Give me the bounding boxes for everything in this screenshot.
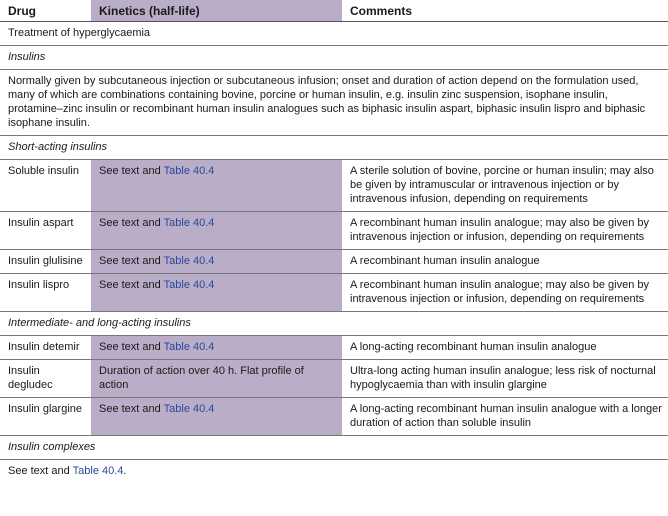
table-link[interactable]: Table 40.4 [163,217,215,229]
table-row [0,274,668,312]
header-kinetics: Kinetics (half-life) [91,0,342,22]
kinetics-cell [91,274,342,312]
drug-name: Insulin lispro [0,274,91,312]
insulins-section-row [0,46,668,70]
kinetics-cell [91,336,342,360]
header-drug: Drug [0,0,91,22]
table-row [0,160,668,212]
insulins-title: Insulins [0,46,668,70]
comment-cell: A recombinant human insulin analogue; may also be given by intravenous injection or infusion, depending on requirements [342,274,668,312]
comment-cell: A sterile solution of bovine, porcine or human insulin; may also be given by intramuscular or intravenous injection or by intravenous infusion, depending on requirements [342,160,668,212]
comment-cell: A recombinant human insulin analogue [342,250,668,274]
table-link[interactable]: Table 40.4 [163,165,215,177]
table-link[interactable]: Table 40.4 [163,255,215,267]
drug-name: Insulin glargine [0,398,91,436]
insulins-text-row [0,70,668,136]
treatment-title: Treatment of hyperglycaemia [0,22,668,46]
short-acting-title: Short-acting insulins [0,136,668,160]
see-text: See text and [99,255,161,267]
table-row [0,250,668,274]
comment-cell: A recombinant human insulin analogue; may also be given by intravenous injection or infusion, depending on requirements [342,212,668,250]
see-text: See text and [99,341,161,353]
see-text: See text and [99,403,161,415]
table-row [0,336,668,360]
treatment-row [0,22,668,46]
kinetics-cell [91,398,342,436]
drug-name: Insulin detemir [0,336,91,360]
table-row [0,360,668,398]
insulins-text: Normally given by subcutaneous injection or subcutaneous infusion; onset and duration of action depend on the formulation used, many of which are combinations containing bovine, porcine or human insulin, e.g. insulin zinc suspension, isophane insulin, protamine–zinc insulin or recombinant human insulin analogues such as biphasic insulin aspart, biphasic insulin lispro and biphasic isophane insulin. [0,70,668,136]
table-row [0,212,668,250]
kinetics-cell: Duration of action over 40 h. Flat profile of action [91,360,342,398]
complexes-text [0,460,668,484]
complexes-title: Insulin complexes [0,436,668,460]
drug-name: Insulin aspart [0,212,91,250]
kinetics-cell [91,250,342,274]
see-text: See text and [8,465,70,477]
intermediate-title: Intermediate- and long-acting insulins [0,312,668,336]
table-link[interactable]: Table 40.4 [163,341,215,353]
see-text: See text and [99,217,161,229]
kinetics-cell [91,212,342,250]
table-link[interactable]: Table 40.4 [163,279,215,291]
comment-cell: A long-acting recombinant human insulin analogue [342,336,668,360]
drug-name: Insulin glulisine [0,250,91,274]
kinetics-cell [91,160,342,212]
header-comments: Comments [342,0,668,22]
header-row [0,0,668,22]
drug-name: Soluble insulin [0,160,91,212]
complexes-text-row [0,460,668,484]
intermediate-section-row [0,312,668,336]
table-row [0,398,668,436]
see-text: See text and [99,279,161,291]
period: . [123,465,127,477]
short-acting-section-row [0,136,668,160]
comment-cell: Ultra-long acting human insulin analogue; less risk of nocturnal hypoglycaemia than with insulin glargine [342,360,668,398]
complexes-section-row [0,436,668,460]
table-link[interactable]: Table 40.4 [72,465,124,477]
drug-name: Insulin degludec [0,360,91,398]
table-link[interactable]: Table 40.4 [163,403,215,415]
see-text: See text and [99,165,161,177]
comment-cell: A long-acting recombinant human insulin analogue with a longer duration of action than soluble insulin [342,398,668,436]
